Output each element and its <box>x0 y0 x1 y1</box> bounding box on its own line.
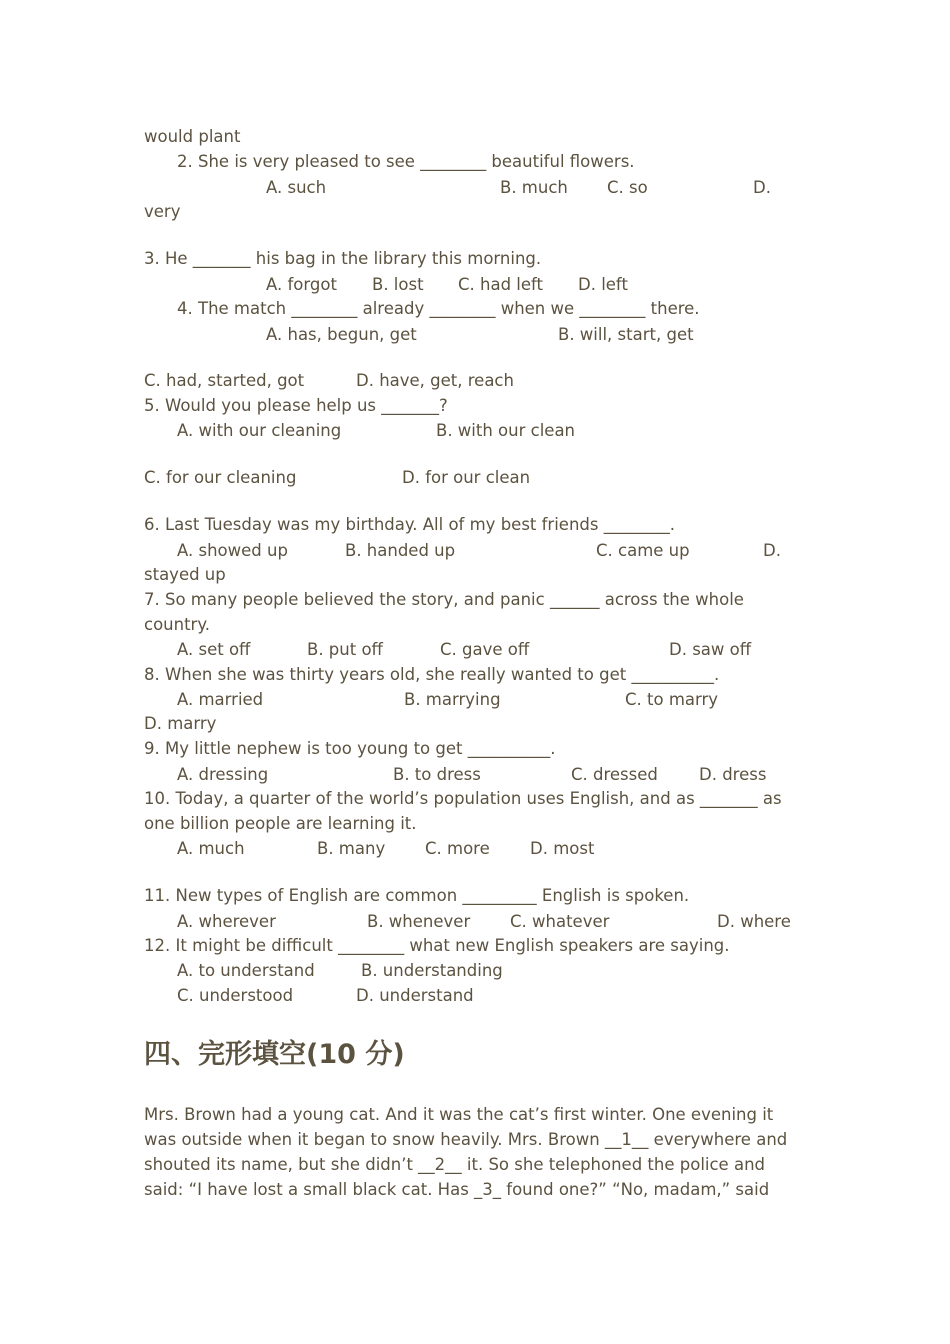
q3-option-a: A. forgot <box>266 275 337 294</box>
q10-option-c: C. more <box>425 839 490 858</box>
q3-option-d: D. left <box>578 275 628 294</box>
q5-option-b: B. with our clean <box>436 421 576 440</box>
q9-option-d: D. dress <box>699 765 767 784</box>
q6-option-b: B. handed up <box>345 541 456 560</box>
q6-option-d-text: stayed up <box>144 565 226 584</box>
q3-stem: 3. He _______ his bag in the library this morning. <box>144 249 542 268</box>
q7-option-b: B. put off <box>307 640 383 659</box>
q12-option-b: B. understanding <box>361 961 503 980</box>
q6-option-d: D. <box>763 541 781 560</box>
q5-option-d: D. for our clean <box>402 468 531 487</box>
q12-option-c: C. understood <box>177 986 294 1005</box>
section-heading-cloze: 四、完形填空(10 分) <box>144 1039 405 1070</box>
q4-option-b: B. will, start, get <box>558 325 694 344</box>
q8-option-a: A. married <box>177 690 264 709</box>
q7-stem-line1: 7. So many people believed the story, and panic ______ across the whole <box>144 590 744 609</box>
q9-stem: 9. My little nephew is too young to get __________. <box>144 739 556 758</box>
q7-option-a: A. set off <box>177 640 251 659</box>
q4-stem: 4. The match ________ already ________ when we ________ there. <box>177 299 700 318</box>
q2-option-c: C. so <box>607 178 648 197</box>
q11-option-a: A. wherever <box>177 912 276 931</box>
q8-option-c: C. to marry <box>625 690 719 709</box>
q11-stem: 11. New types of English are common _________ English is spoken. <box>144 886 690 905</box>
q5-option-a: A. with our cleaning <box>177 421 342 440</box>
q10-option-d: D. most <box>530 839 595 858</box>
q2-option-d-text: very <box>144 202 181 221</box>
q7-option-c: C. gave off <box>440 640 530 659</box>
q11-option-b: B. whenever <box>367 912 471 931</box>
q6-stem: 6. Last Tuesday was my birthday. All of my best friends ________. <box>144 515 675 534</box>
q3-option-c: C. had left <box>458 275 544 294</box>
q6-option-c: C. came up <box>596 541 690 560</box>
q10-option-a: A. much <box>177 839 245 858</box>
q5-stem: 5. Would you please help us _______? <box>144 396 448 415</box>
q11-option-c: C. whatever <box>510 912 610 931</box>
q6-option-a: A. showed up <box>177 541 288 560</box>
q4-option-c: C. had, started, got <box>144 371 305 390</box>
q7-stem-line2: country. <box>144 615 210 634</box>
q1-option-tail: would plant <box>144 127 241 146</box>
q10-stem-line2: one billion people are learning it. <box>144 814 417 833</box>
q3-option-b: B. lost <box>372 275 424 294</box>
q10-stem-line1: 10. Today, a quarter of the world’s population uses English, and as _______ as <box>144 789 782 808</box>
q8-option-d: D. marry <box>144 714 217 733</box>
q11-option-d: D. where <box>717 912 791 931</box>
q12-stem: 12. It might be difficult ________ what new English speakers are saying. <box>144 936 730 955</box>
q8-option-b: B. marrying <box>404 690 501 709</box>
q10-option-b: B. many <box>317 839 386 858</box>
q9-option-a: A. dressing <box>177 765 269 784</box>
cloze-paragraph-line: Mrs. Brown had a young cat. And it was the cat’s first winter. One evening it <box>144 1105 774 1124</box>
q9-option-c: C. dressed <box>571 765 658 784</box>
q2-option-d: D. <box>753 178 771 197</box>
q8-stem: 8. When she was thirty years old, she really wanted to get __________. <box>144 665 720 684</box>
cloze-paragraph-line: shouted its name, but she didn’t __2__ it. So she telephoned the police and <box>144 1155 765 1174</box>
q9-option-b: B. to dress <box>393 765 481 784</box>
q12-option-d: D. understand <box>356 986 474 1005</box>
q4-option-d: D. have, get, reach <box>356 371 514 390</box>
cloze-paragraph-line: said: “I have lost a small black cat. Has _3_ found one?” “No, madam,” said <box>144 1180 770 1199</box>
q12-option-a: A. to understand <box>177 961 315 980</box>
q2-option-a: A. such <box>266 178 327 197</box>
q2-option-b: B. much <box>500 178 568 197</box>
cloze-paragraph-line: was outside when it began to snow heavily. Mrs. Brown __1__ everywhere and <box>144 1130 788 1149</box>
q2-stem: 2. She is very pleased to see ________ beautiful flowers. <box>177 152 635 171</box>
q4-option-a: A. has, begun, get <box>266 325 417 344</box>
q5-option-c: C. for our cleaning <box>144 468 297 487</box>
q7-option-d: D. saw off <box>669 640 752 659</box>
